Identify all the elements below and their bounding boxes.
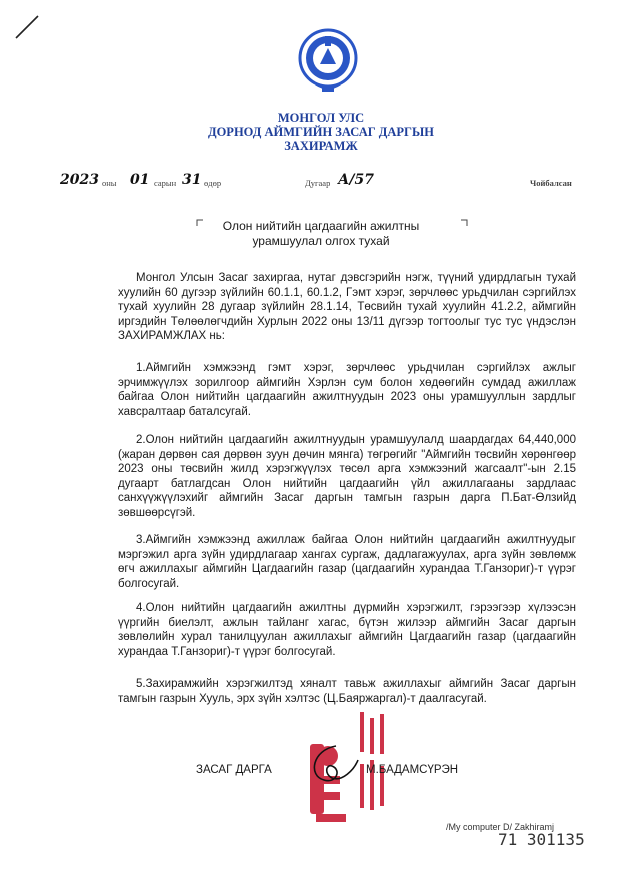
place-name: Чойбалсан	[530, 178, 572, 188]
state-emblem-icon	[296, 26, 360, 96]
date-month: 01	[130, 172, 150, 188]
date-month-suffix: сарын	[154, 178, 177, 188]
header-line-office: ДОРНОД АЙМГИЙН ЗАСАГ ДАРГЫН	[207, 125, 435, 139]
order-title-line1: Олон нийтийн цагдаагийн ажилтны	[222, 219, 420, 233]
preamble-paragraph: Монгол Улсын Засаг захиргаа, нутаг дэвсгэрийн нэгж, түүний удирдлагын тухай хуулийн 60 дугээр зүйлийн 60.1.1, 60.1.2, Гэмт хэрэг, зөрчлөөс урьдчилан сэргийлэх тухай хуулийн 28 дугаар зүйлийн 28.1.14, Төсвийн тухай хуулийн 41.2.2, аймгийн иргэдийн Төлөөлөгчдийн Хурлын 2022 оны 13/11 дүгээр тогтоолыг тус тус үндэслэн ЗАХИРАМЖЛАХ нь:	[118, 272, 576, 342]
date-day: 31	[182, 172, 202, 188]
header-line-country: МОНГОЛ УЛС	[277, 111, 365, 125]
signatory-position: ЗАСАГ ДАРГА	[196, 764, 272, 776]
document-number: А/57	[338, 172, 374, 188]
date-line	[60, 172, 580, 192]
scan-number-stamp: 71 301135	[498, 830, 585, 849]
number-label: Дугаар	[305, 178, 331, 188]
date-year: 2023	[60, 172, 99, 188]
clause-1: 1.Аймгийн хэмжээнд гэмт хэрэг, зөрчлөөс урьдчилан сэргийлэх ажлыг эрчимжүүлэх зорилгоор аймгийн Хэрлэн сум болон хөдөөгийн сумдад ажиллаж байгаа Олон нийтийн цагдаагийн ажилтнуудын 2023 оны урамшууллын зардлыг хавсралтаар баталсугай.	[118, 362, 576, 418]
signatory-name: М.БАДАМСҮРЭН	[366, 764, 459, 776]
file-path-note: /My computer D/ Zakhiramj	[446, 822, 555, 832]
clause-3: 3.Аймгийн хэмжээнд ажиллаж байгаа Олон нийтийн цагдаагийн ажилтнуудыг мэргэжил арга зүйн удирдлагаар хангах сургаж, дадлагажуулах, арга зүйн зөвлөмж өгч ажиллахыг аймгийн Цагдаагийн газар (цагдаагийн хурандаа Т.Ганзориг)-т үүрэг болгосугай.	[118, 534, 576, 590]
date-day-suffix: өдөр	[204, 178, 222, 188]
clause-5: 5.Захирамжийн хэрэгжилтэд хяналт тавьж ажиллахыг аймгийн Засаг даргын тамгын газрын Хууль, эрх зүйн хэлтэс (Ц.Баяржаргал)-т даалгасугай.	[118, 678, 576, 705]
header-line-doc-type: ЗАХИРАМЖ	[284, 139, 358, 153]
clause-2: 2.Олон нийтийн цагдаагийн ажилтнуудын урамшуулалд шаардагдах 64,440,000 (жаран дөрвөн сая дөрвөн зуун дөчин мянга) төгрөгийг "Аймгийн төсвийн хөрөнгөөр 2023 оны төсвийн жилд хэрэгжүүлэх төсөл арга хэмжээний жагсаалт"-ын 2.15 дугаарт батлагдсан Олон нийтийн цагдаагийн үйл ажиллагааны зардлаас санхүүжүүлэхийг аймгийн Засаг даргын тамгын газрын дарга П.Бат-Өлзийд зөвшөөрсүгэй.	[118, 434, 576, 519]
date-year-suffix: оны	[102, 178, 117, 188]
corner-pen-mark	[14, 14, 40, 40]
handwritten-signature	[302, 740, 362, 790]
order-title-line2: урамшуулал олгох тухай	[252, 234, 390, 248]
clause-4: 4.Олон нийтийн цагдаагийн ажилтны дүрмийн хэрэгжилт, гэрээгээр хүлээсэн үүргийн биелэлт, ажлын тайланг хагас, бүтэн жилээр аймгийн Засаг даргын зөвлөлийн хурал танилцуулан ажиллахыг аймгийн Цагдаагийн газар (цагдаагийн хурандаа Т.Ганзориг)-т үүрэг болгосугай.	[118, 602, 576, 658]
